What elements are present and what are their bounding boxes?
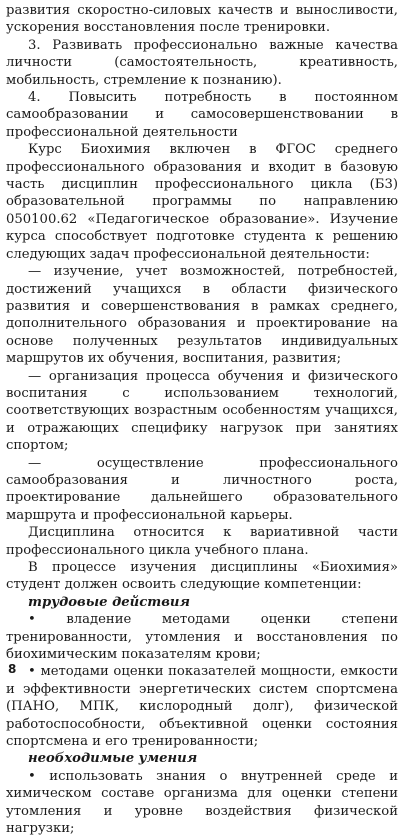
list-item-skill-1: • использовать знания о внутренней среде и химическом составе организма для оценки степени утомления и уровне воздействия физической нагрузки; — [6, 768, 398, 837]
paragraph-competencies: В процессе изучения дисциплины «Биохимия» студент должен освоить следующие компетенции: — [6, 560, 398, 593]
list-item-action-2: • методами оценки показателей мощности, емкости и эффективности энергетических систем спортсмена (ПАНО, МПК, кислородный долг), физической работоспособности, объективной оценки состояния спортсмена и его тренированности; — [6, 664, 398, 750]
list-item-task-2: — организация процесса обучения и физического воспитания с использованием технологий, соответствующих возрастным особенностям учащихся, и отражающих специфику нагрузок при занятиях спортом; — [6, 368, 398, 454]
paragraph-continuation: развития скоростно-силовых качеств и выносливости, ускорения восстановления после тренировки. — [6, 3, 398, 36]
paragraph-goal-4: 4. Повысить потребность в постоянном самообразовании и самосовершенствовании в профессиональной деятельности — [6, 90, 398, 140]
page-body — [6, 2, 398, 838]
list-item-task-1: — изучение, учет возможностей, потребностей, достижений учащихся в области физического развития и совершенствования в рамках среднего, дополнительного образования и проектирование на основе полученных результатов индивидуальных маршрутов их обучения, воспитания, развития; — [6, 264, 398, 367]
paragraph-course-intro: Курс Биохимия включен в ФГОС среднего профессионального образования и входит в базовую часть дисциплин профессионального цикла (Б3) образовательной программы по направлению 050100.62 «Педагогическое образование». Изучение курса способствует подготовке студента к решению следующих задач профессиональной деятельности: — [6, 142, 398, 262]
paragraph-discipline: Дисциплина относится к вариативной части профессионального цикла учебного плана. — [6, 525, 398, 558]
paragraph-goal-3: 3. Развивать профессионально важные качества личности (самостоятельность, креативность, мобильность, стремление к познанию). — [6, 37, 398, 88]
heading-labor-actions: трудовые действия — [28, 594, 190, 610]
list-item-task-3: — осуществление профессионального самообразования и личностного роста, проектирование дальнейшего образовательного маршрута и профессиональной карьеры. — [6, 455, 398, 523]
heading-required-skills: необходимые умения — [28, 751, 198, 767]
list-item-action-1: • владение методами оценки степени тренированности, утомления и восстановления по биохимическим показателям крови; — [6, 612, 398, 663]
page-number: 8 — [8, 662, 17, 676]
